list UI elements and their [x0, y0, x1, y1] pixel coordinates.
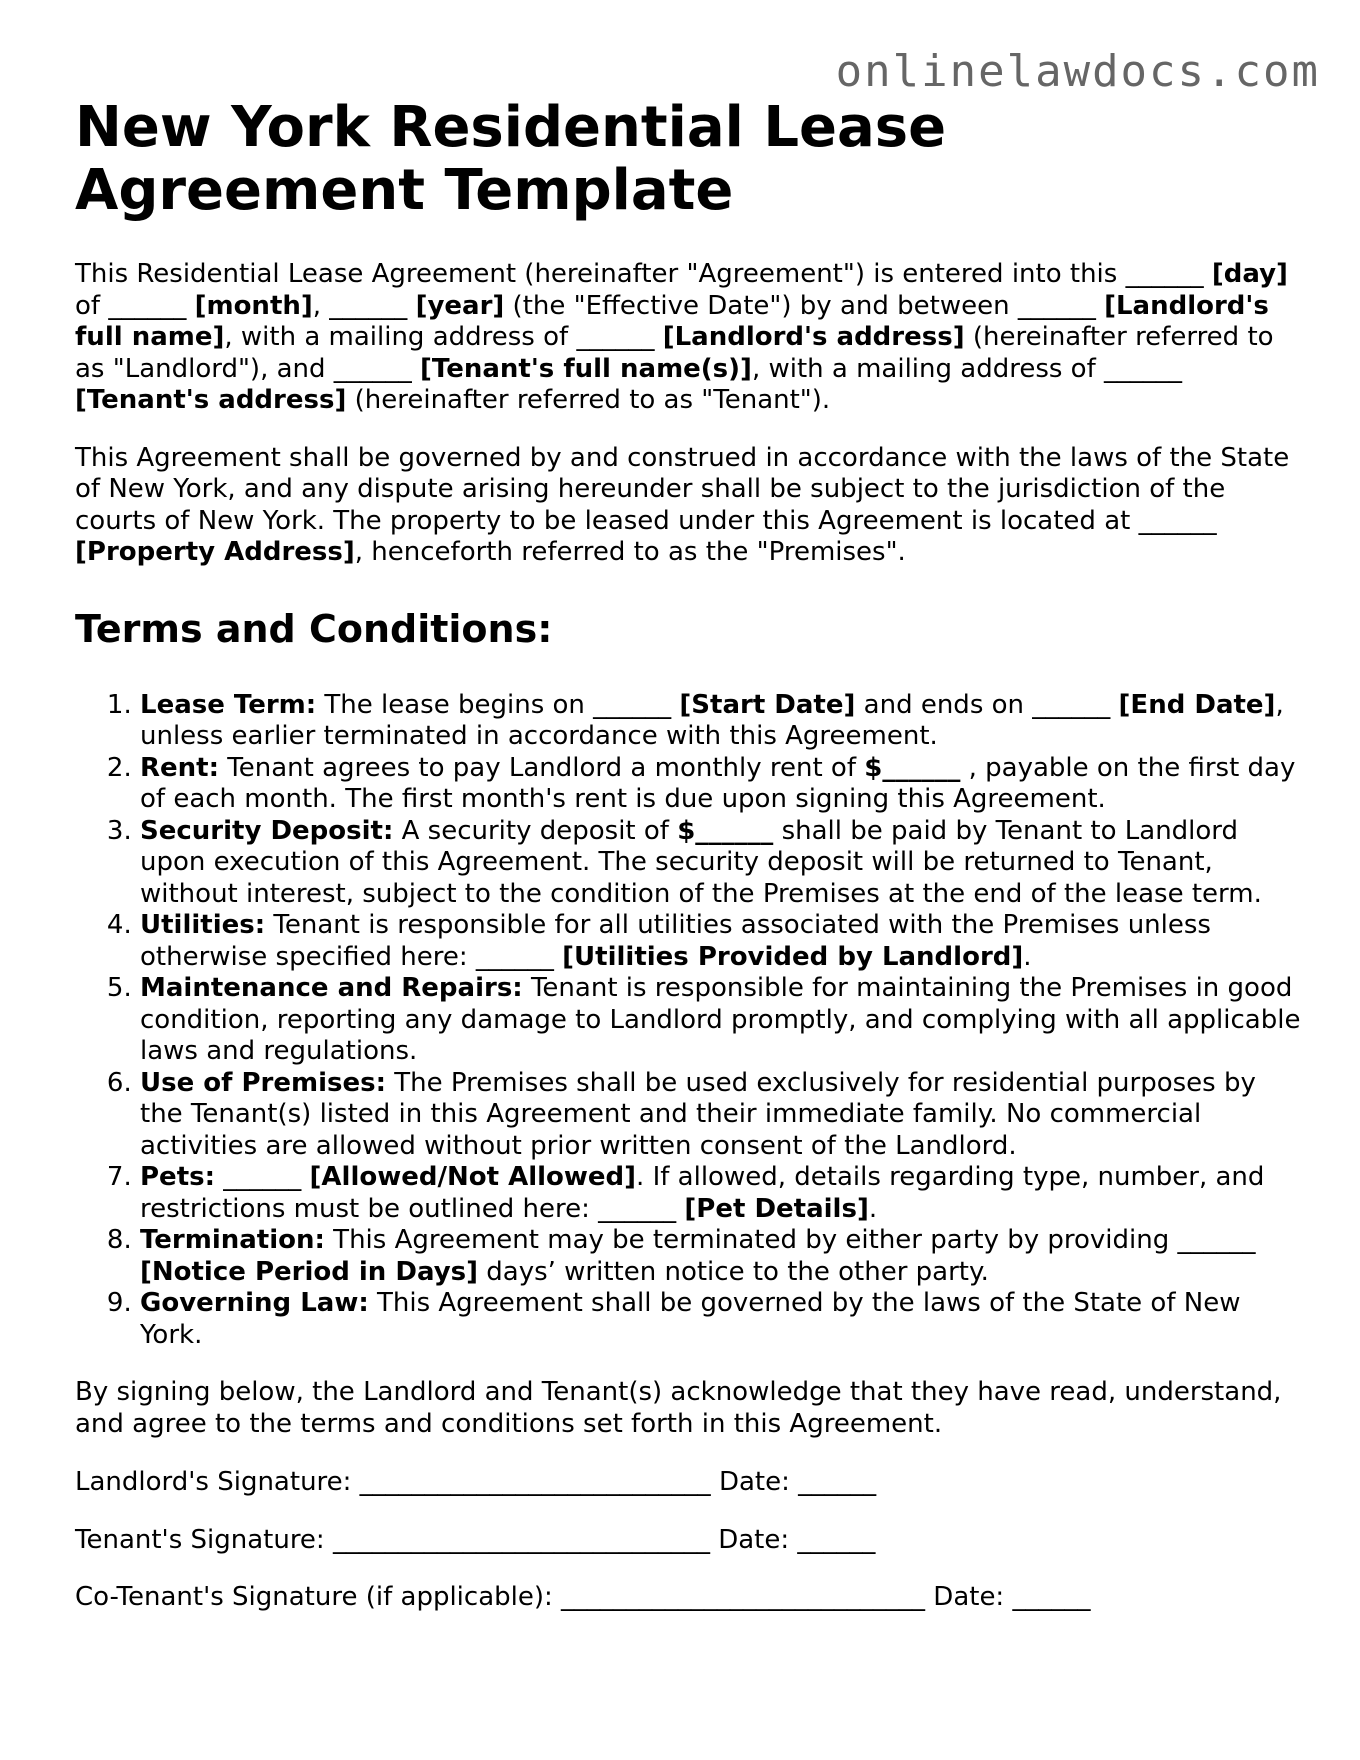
- bold-text: [Landlord's full name]: [75, 290, 1269, 352]
- bold-text: [Tenant's address]: [75, 385, 347, 415]
- acknowledgement-paragraph: By signing below, the Landlord and Tenant(s) acknowledge that they have read, understand, and agree to the terms and conditions set forth in this Agreement.: [75, 1377, 1282, 1439]
- bold-text: [Notice Period in Days]: [140, 1256, 478, 1287]
- bold-text: [Landlord's address]: [662, 322, 965, 352]
- watermark: onlinelawdocs.com: [835, 46, 1320, 97]
- term-item-rent: 2. Rent: Tenant agrees to pay Landlord a monthly rent of $______ , payable on the first day of each month. The first month's rent is due upon signing this Agreement.: [140, 753, 1305, 816]
- term-item-use-of-premises: 6. Use of Premises: The Premises shall be used exclusively for residential purposes by the Tenant(s) listed in this Agreement and their immediate family. No commercial activities are allowed without prior written consent of the Landlord.: [140, 1068, 1305, 1163]
- landlord-signature-line[interactable]: Landlord's Signature: ___________________________ Date: ______: [75, 1467, 877, 1497]
- bold-text: [day]: [1211, 259, 1288, 289]
- term-item-lease-term: 1. Lease Term: The lease begins on ______ [Start Date] and ends on ______ [End Date], unless earlier terminated in accordance with this Agreement.: [140, 690, 1305, 753]
- bold-text: Termination:: [140, 1225, 325, 1255]
- term-item-utilities: 4. Utilities: Tenant is responsible for all utilities associated with the Premises unless otherwise specified here: ______ [Utilities Provided by Landlord].: [140, 910, 1305, 973]
- bold-text: [Tenant's full name(s)]: [420, 353, 752, 384]
- bold-text: [Start Date]: [679, 689, 856, 720]
- terms-list: [75, 690, 1305, 1352]
- intro-paragraph: This Residential Lease Agreement (hereinafter "Agreement") is entered into this ______ [day] of ______ [month], ______ [year] (the "Effective Date") by and between ______ [Landlord's full name], with a mailing address of ______ [Landlord's address] (hereinafter referred to as "Landlord"), and ______ [Tenant's full name(s)], with a mailing address of ______ [Tenant's address] (hereinafter referred to as "Tenant").: [75, 259, 1288, 415]
- page-title: New York Residential Lease Agreement Template: [75, 95, 947, 223]
- term-item-maintenance: 5. Maintenance and Repairs: Tenant is responsible for maintaining the Premises in good condition, reporting any damage to Landlord promptly, and complying with all applicable laws and regulations.: [140, 973, 1305, 1068]
- terms-heading: Terms and Conditions:: [75, 606, 553, 651]
- bold-text: [month]: [194, 290, 313, 321]
- document-body: [75, 96, 1305, 1614]
- bold-text: Utilities:: [140, 910, 266, 940]
- bold-text: [Utilities Provided by Landlord]: [562, 941, 1024, 972]
- bold-text: Security Deposit:: [140, 815, 394, 846]
- cotenant-signature-line[interactable]: Co-Tenant's Signature (if applicable): ____________________________ Date: ______: [75, 1582, 1091, 1612]
- bold-text: Rent:: [140, 752, 219, 783]
- bold-text: [year]: [415, 290, 505, 321]
- governing-paragraph: This Agreement shall be governed by and construed in accordance with the laws of the State of New York, and any dispute arising hereunder shall be subject to the jurisdiction of the courts of New York. The property to be leased under this Agreement is located at ______ [Property Address], henceforth referred to as the "Premises".: [75, 442, 1290, 567]
- term-item-pets: 7. Pets: ______ [Allowed/Not Allowed]. If allowed, details regarding type, number, and restrictions must be outlined here: ______ [Pet Details].: [140, 1162, 1305, 1225]
- bold-text: $______: [864, 752, 961, 783]
- term-item-security-deposit: 3. Security Deposit: A security deposit of $______ shall be paid by Tenant to Landlord upon execution of this Agreement. The security deposit will be returned to Tenant, without interest, subject to the condition of the Premises at the end of the lease term.: [140, 816, 1305, 911]
- bold-text: [Pet Details]: [684, 1193, 869, 1224]
- tenant-signature-line[interactable]: Tenant's Signature: _____________________________ Date: ______: [75, 1524, 876, 1555]
- bold-text: [Allowed/Not Allowed]: [309, 1162, 637, 1192]
- bold-text: Governing Law:: [140, 1288, 369, 1318]
- bold-text: Pets:: [140, 1162, 215, 1192]
- term-item-governing-law: 9. Governing Law: This Agreement shall be governed by the laws of the State of New York.: [140, 1288, 1305, 1351]
- bold-text: Lease Term:: [140, 689, 317, 720]
- bold-text: $______: [677, 815, 774, 846]
- bold-text: [End Date]: [1118, 689, 1276, 720]
- term-item-termination: 8. Termination: This Agreement may be terminated by either party by providing ______ [Notice Period in Days] days’ written notice to the other party.: [140, 1225, 1305, 1288]
- bold-text: Use of Premises:: [140, 1067, 386, 1098]
- bold-text: Maintenance and Repairs:: [140, 973, 523, 1003]
- bold-text: [Property Address]: [75, 537, 355, 567]
